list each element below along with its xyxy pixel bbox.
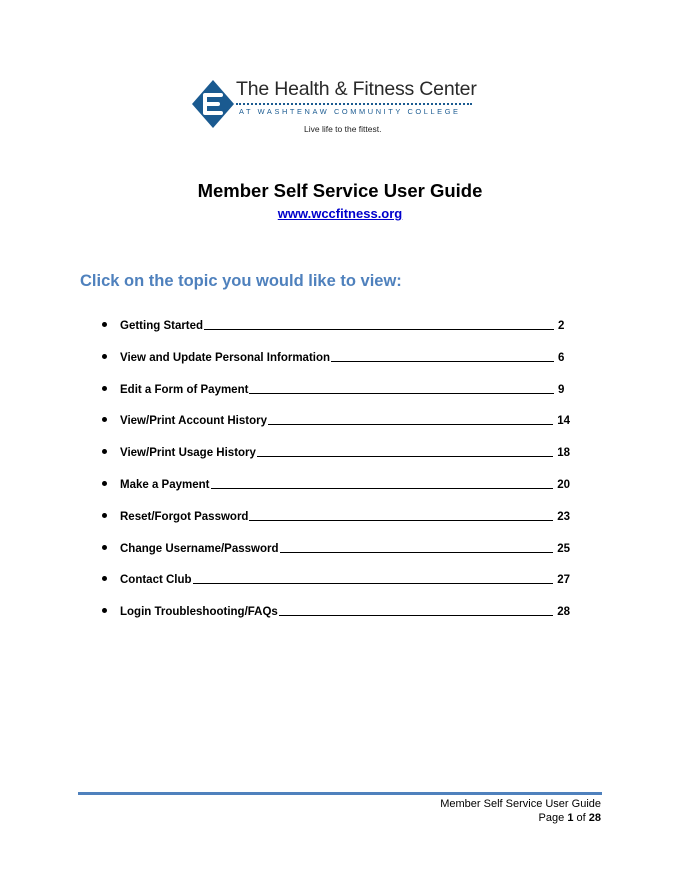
toc-item[interactable] <box>100 539 570 555</box>
footer-page-number <box>539 812 601 824</box>
website-link[interactable]: www.wccfitness.org <box>277 206 403 221</box>
logo-tagline: Live life to the fittest. <box>304 124 382 134</box>
toc-leader <box>204 329 554 330</box>
toc-item-page: 6 <box>558 351 565 364</box>
toc-item[interactable] <box>100 475 570 491</box>
toc-item-page: 18 <box>557 447 570 460</box>
toc-item-page: 20 <box>557 478 570 491</box>
toc-item-label[interactable]: Make a Payment <box>120 478 210 491</box>
toc-item-page: 14 <box>557 415 570 428</box>
bullet-icon <box>102 322 107 327</box>
toc-item-label[interactable]: View/Print Usage History <box>120 447 256 460</box>
footer-rule <box>78 792 602 795</box>
logo-subtitle: AT WASHTENAW COMMUNITY COLLEGE <box>239 107 461 116</box>
bullet-icon <box>102 545 107 550</box>
toc-item-page: 27 <box>557 574 570 587</box>
topic-prompt: Click on the topic you would like to view: <box>80 272 402 290</box>
toc-item-page: 28 <box>557 606 570 619</box>
toc-item-page: 23 <box>557 510 570 523</box>
bullet-icon <box>102 608 107 613</box>
toc-leader <box>193 583 554 584</box>
toc-leader <box>257 456 553 457</box>
toc-item-label[interactable]: Change Username/Password <box>120 542 279 555</box>
toc-item-page: 2 <box>558 320 565 332</box>
toc-item[interactable] <box>100 380 570 396</box>
logo-divider <box>236 103 472 105</box>
toc-leader <box>331 361 554 362</box>
page-of: of <box>576 812 586 824</box>
toc-item[interactable] <box>100 507 570 523</box>
document-title: Member Self Service User Guide <box>197 180 483 201</box>
toc-item-label[interactable]: View/Print Account History <box>120 415 267 428</box>
toc-item-page: 25 <box>557 542 570 555</box>
toc-item-label[interactable]: Reset/Forgot Password <box>120 510 249 523</box>
toc-leader <box>279 615 553 616</box>
toc-item-label[interactable]: Getting Started <box>120 320 204 332</box>
toc-item[interactable] <box>100 316 570 332</box>
toc-leader <box>249 393 554 394</box>
bullet-icon <box>102 513 107 518</box>
fitness-center-logo-icon <box>190 78 236 130</box>
toc-item[interactable] <box>100 411 570 427</box>
toc-item-page: 9 <box>558 383 565 396</box>
toc-item[interactable] <box>100 443 570 459</box>
page-total: 28 <box>588 812 601 824</box>
toc-item-label[interactable]: View and Update Personal Information <box>120 351 331 364</box>
footer-title: Member Self Service User Guide <box>440 798 601 810</box>
toc-item-label[interactable]: Contact Club <box>120 574 192 587</box>
bullet-icon <box>102 354 107 359</box>
toc-leader <box>268 424 553 425</box>
toc-item[interactable] <box>100 348 570 364</box>
bullet-icon <box>102 449 107 454</box>
toc-leader <box>280 552 554 553</box>
page-current: 1 <box>567 812 574 824</box>
bullet-icon <box>102 576 107 581</box>
logo-title: The Health & Fitness Center <box>236 78 477 100</box>
bullet-icon <box>102 386 107 391</box>
bullet-icon <box>102 417 107 422</box>
toc-leader <box>211 488 554 489</box>
table-of-contents <box>100 316 570 634</box>
toc-item-label[interactable]: Edit a Form of Payment <box>120 383 249 396</box>
toc-leader <box>249 520 553 521</box>
toc-item[interactable] <box>100 602 570 618</box>
bullet-icon <box>102 481 107 486</box>
toc-item-label[interactable]: Login Troubleshooting/FAQs <box>120 606 278 619</box>
toc-item[interactable] <box>100 570 570 586</box>
logo <box>190 78 480 138</box>
page-prefix: Page <box>538 812 565 824</box>
